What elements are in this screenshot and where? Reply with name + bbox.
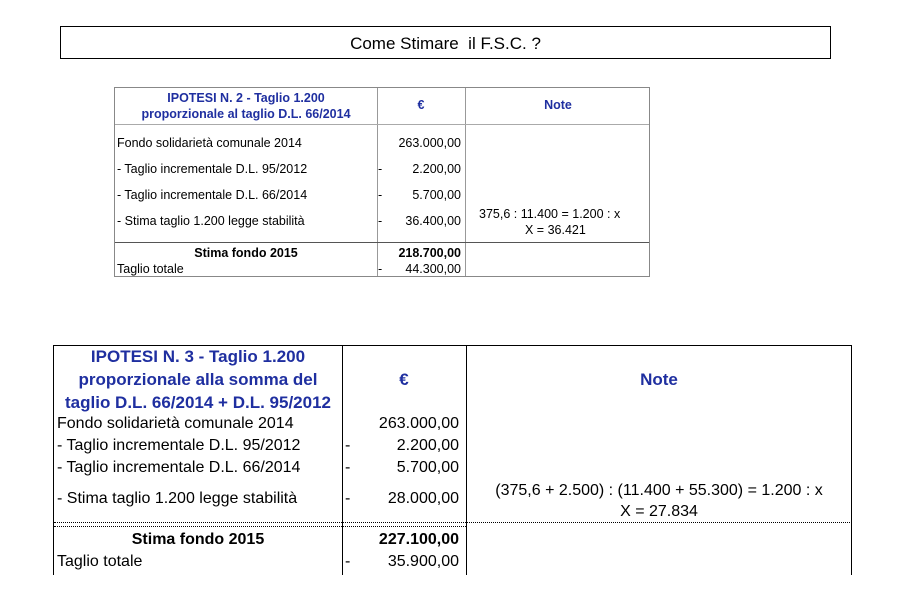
- note-line-2: X = 36.421: [525, 223, 586, 237]
- row-label: Fondo solidarietà comunale 2014: [57, 415, 294, 432]
- cut-sign: -: [345, 553, 351, 570]
- header-line-2: proporzionale al taglio D.L. 66/2014: [141, 107, 351, 121]
- row-label: - Stima taglio 1.200 legge stabilità: [57, 490, 298, 507]
- row-divider: [115, 124, 649, 125]
- row-sign: -: [345, 490, 351, 507]
- cut-label: Taglio totale: [57, 553, 143, 570]
- row-divider: [54, 522, 466, 523]
- header-line-2: proporzionale alla somma del: [78, 370, 318, 389]
- header-line-3: taglio D.L. 66/2014 + D.L. 95/2012: [65, 393, 331, 412]
- row-value: 2.200,00: [396, 437, 459, 454]
- row-divider: [466, 522, 852, 523]
- header-line-1: IPOTESI N. 3 - Taglio 1.200: [90, 347, 306, 366]
- cut-value: 35.900,00: [387, 553, 459, 570]
- row-sign: -: [345, 459, 351, 476]
- cut-sign: -: [378, 262, 383, 276]
- header-euro: €: [399, 370, 409, 389]
- row-label: Fondo solidarietà comunale 2014: [117, 136, 302, 150]
- header-euro: €: [417, 98, 425, 112]
- header-note: Note: [544, 98, 572, 112]
- row-label: - Taglio incrementale D.L. 95/2012: [117, 162, 308, 176]
- total-label: Stima fondo 2015: [131, 531, 265, 548]
- note-line-2: X = 27.834: [620, 503, 698, 520]
- table-ipotesi-3: [53, 345, 852, 575]
- total-value: 218.700,00: [398, 246, 461, 260]
- row-label: - Stima taglio 1.200 legge stabilità: [117, 214, 305, 228]
- note-line-1: 375,6 : 11.400 = 1.200 : x: [479, 207, 621, 221]
- row-divider: [54, 526, 466, 527]
- row-label: - Taglio incrementale D.L. 66/2014: [57, 459, 301, 476]
- row-value: 28.000,00: [387, 490, 459, 507]
- total-value: 227.100,00: [378, 531, 459, 548]
- row-label: - Taglio incrementale D.L. 95/2012: [57, 437, 301, 454]
- row-divider: [115, 242, 649, 243]
- row-sign: -: [378, 214, 383, 228]
- row-value: 263.000,00: [378, 415, 459, 432]
- row-value: 5.700,00: [396, 459, 459, 476]
- row-label: - Taglio incrementale D.L. 66/2014: [117, 188, 308, 202]
- header-note: Note: [640, 370, 678, 389]
- total-label: Stima fondo 2015: [194, 246, 298, 260]
- row-sign: -: [378, 162, 383, 176]
- row-value: 2.200,00: [412, 162, 461, 176]
- note-line-1: (375,6 + 2.500) : (11.400 + 55.300) = 1.200 : x: [495, 482, 823, 499]
- page-title: Come Stimare il F.S.C. ?: [60, 26, 831, 59]
- cut-value: 44.300,00: [405, 262, 461, 276]
- cut-label: Taglio totale: [117, 262, 184, 276]
- row-value: 36.400,00: [405, 214, 461, 228]
- row-value: 263.000,00: [398, 136, 461, 150]
- column-divider: [465, 88, 466, 276]
- row-sign: -: [378, 188, 383, 202]
- table-ipotesi-2: [114, 87, 650, 277]
- row-sign: -: [345, 437, 351, 454]
- row-value: 5.700,00: [412, 188, 461, 202]
- header-line-1: IPOTESI N. 2 - Taglio 1.200: [167, 91, 325, 105]
